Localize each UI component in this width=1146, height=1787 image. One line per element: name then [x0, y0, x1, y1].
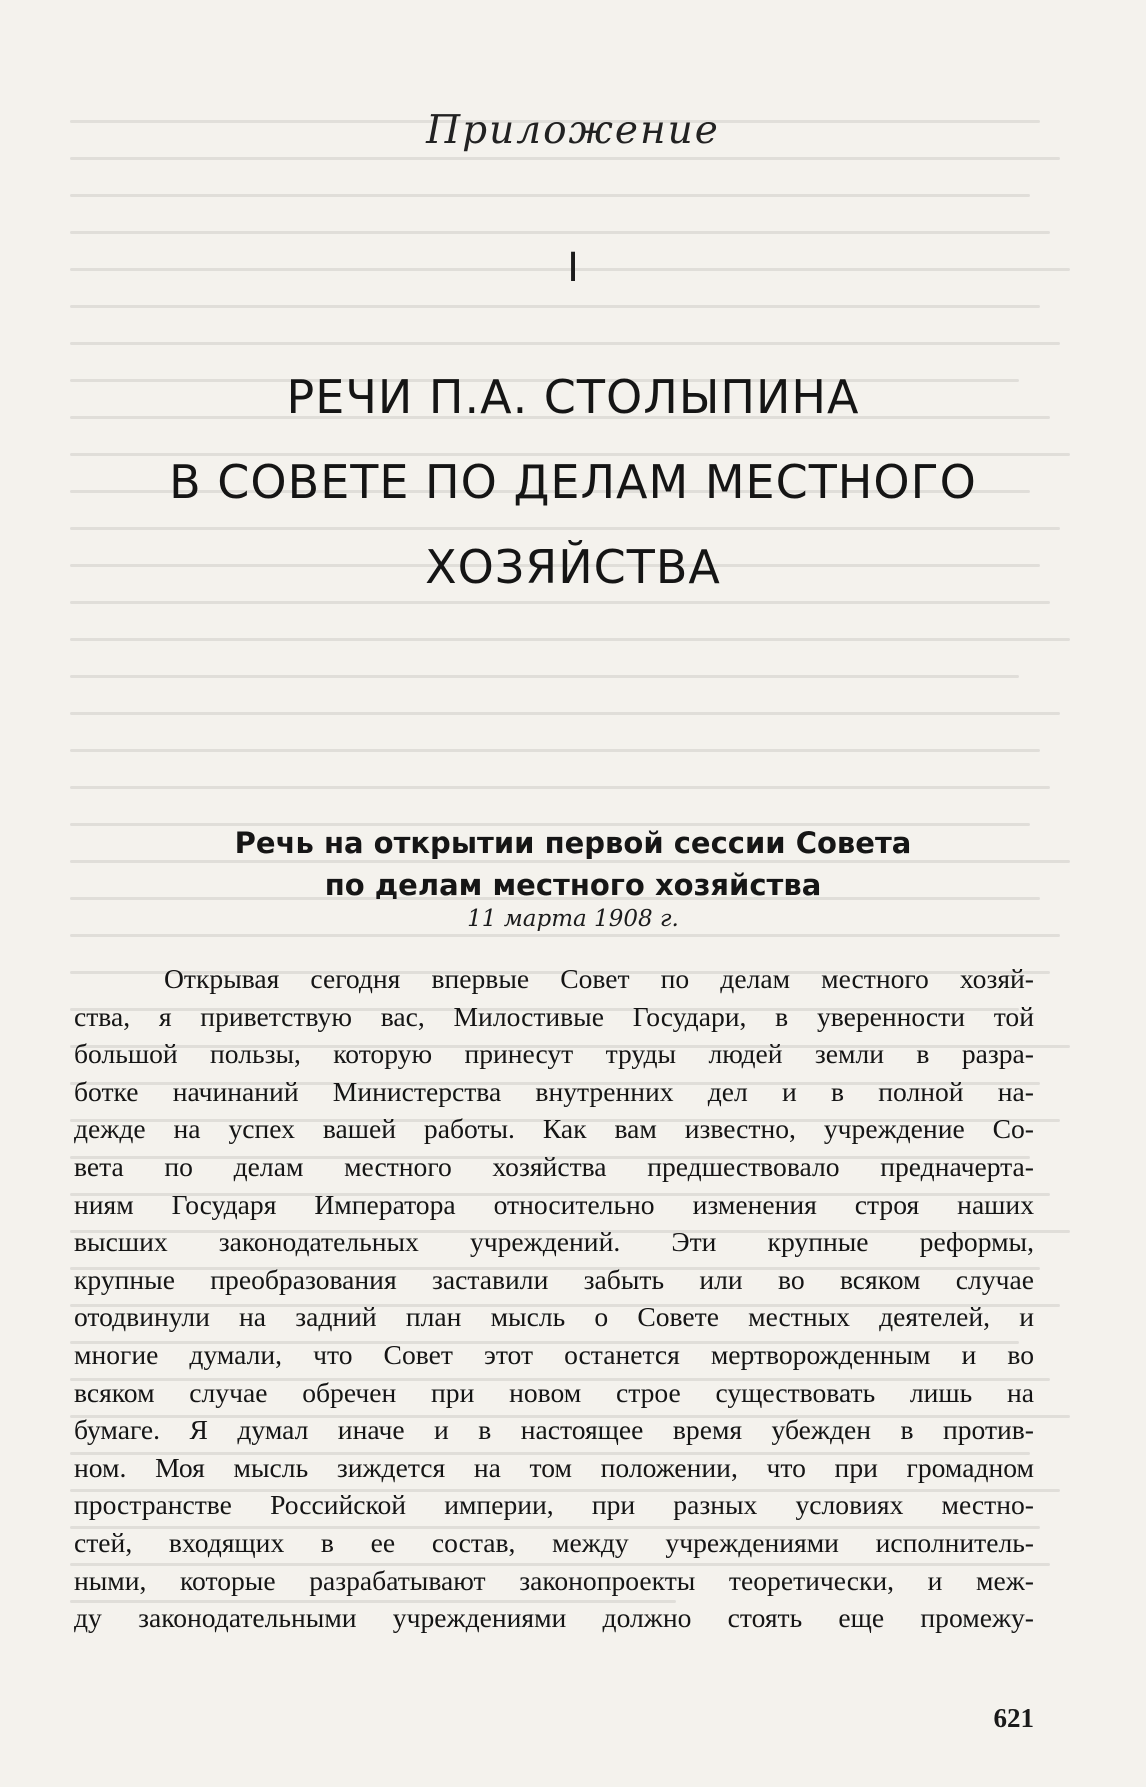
body-line: отодвинули на задний план мысль о Совете местных деятелей, и: [74, 1301, 1034, 1333]
main-heading: [80, 355, 1066, 610]
section-number: I: [567, 245, 579, 291]
speech-date: 11 марта 1908 г.: [467, 906, 679, 932]
body-line: Открывая сегодня впервые Совет по делам местного хозяй-: [164, 963, 1034, 994]
body-line: всяком случае обречен при новом строе существовать лишь на: [74, 1376, 1034, 1408]
body-line: пространстве Российской империи, при разных условиях местно-: [74, 1489, 1034, 1521]
main-heading-line: В СОВЕТЕ ПО ДЕЛАМ МЕСТНОГО: [169, 455, 977, 509]
body-line: ниям Государя Императора относительно изменения строя наших: [74, 1188, 1034, 1220]
body-line: вета по делам местного хозяйства предшествовало предначерта-: [74, 1150, 1034, 1182]
body-line: ства, я приветствую вас, Милостивые Государи, в уверенности той: [74, 1000, 1034, 1032]
body-line: многие думали, что Совет этот останется мертворожденным и во: [74, 1338, 1034, 1370]
body-line: ными, которые разрабатывают законопроекты теоретически, и меж-: [74, 1564, 1034, 1596]
speech-title: [80, 822, 1066, 906]
body-line: стей, входящих в ее состав, между учреждениями исполнитель-: [74, 1526, 1034, 1558]
body-line: большой пользы, которую принесут труды людей земли в разра-: [74, 1038, 1034, 1070]
body-line: дежде на успех вашей работы. Как вам известно, учреждение Со-: [74, 1113, 1034, 1145]
body-line: бумаге. Я думал иначе и в настоящее время убежден в против-: [74, 1414, 1034, 1446]
speech-title-line: Речь на открытии первой сессии Совета: [234, 826, 912, 860]
body-line: высших законодательных учреждений. Эти крупные реформы,: [74, 1226, 1034, 1258]
body-line: ном. Моя мысль зиждется на том положении, что при громадном: [74, 1451, 1034, 1483]
main-heading-line: РЕЧИ П.А. СТОЛЫПИНА: [286, 370, 860, 424]
speech-body: [74, 960, 1034, 1637]
appendix-title: Приложение: [426, 108, 720, 153]
body-line: ботке начинаний Министерства внутренних дел и в полной на-: [74, 1075, 1034, 1107]
main-heading-line: ХОЗЯЙСТВА: [425, 540, 721, 594]
body-line: крупные преобразования заставили забыть или во всяком случае: [74, 1263, 1034, 1295]
body-line: ду законодательными учреждениями должно стоять еще промежу-: [74, 1602, 1034, 1634]
speech-title-line: по делам местного хозяйства: [324, 868, 822, 902]
page-number: 621: [993, 1703, 1034, 1733]
